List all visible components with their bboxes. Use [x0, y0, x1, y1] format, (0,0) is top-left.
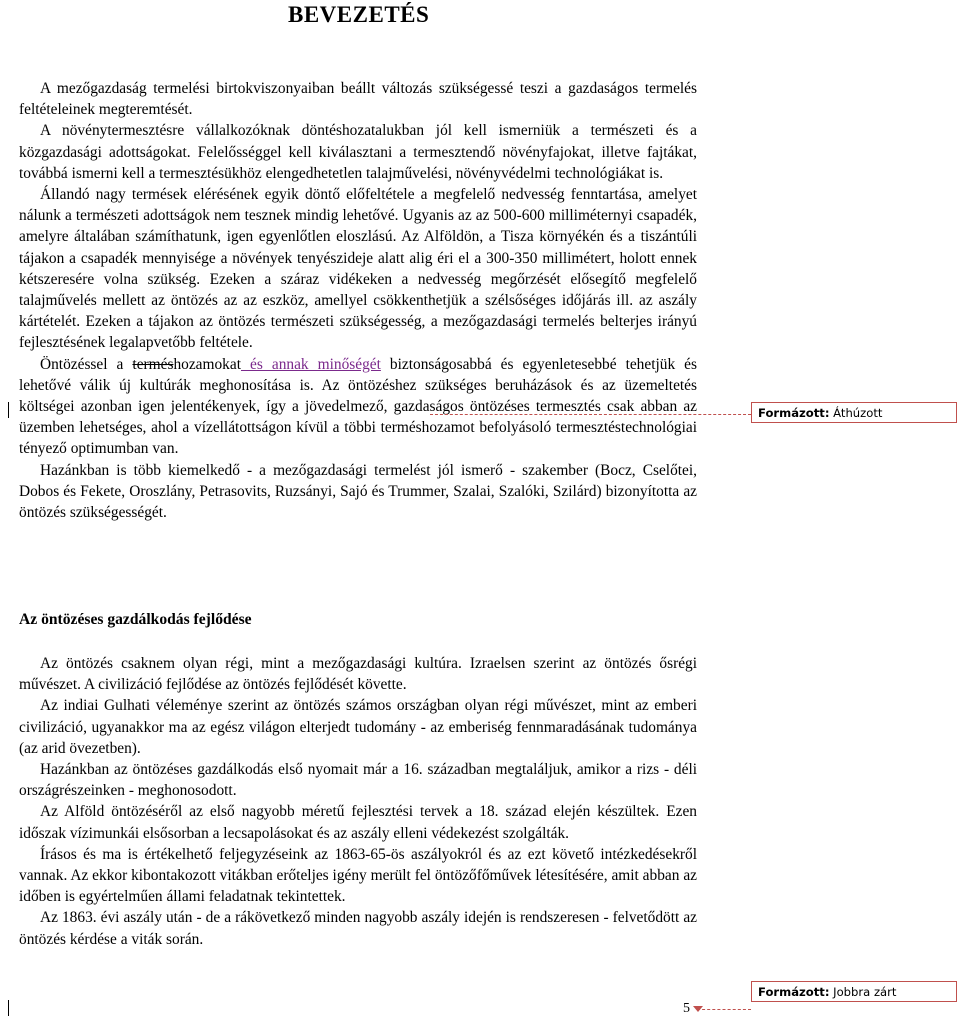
tracked-change-paragraph[interactable]: [19, 354, 697, 460]
format-comment-balloon[interactable]: [751, 402, 957, 423]
comment-value: Jobbra zárt: [833, 985, 897, 999]
format-comment-balloon[interactable]: [751, 981, 957, 1002]
paragraph[interactable]: Az 1863. évi aszály után - de a rákövetkező minden nagyobb aszály idején is rendszeresen - felvetődött az öntözés kérdése a viták során.: [19, 909, 697, 948]
change-bar: [8, 1000, 9, 1016]
comment-value: Áthúzott: [833, 406, 883, 420]
change-bar: [8, 402, 9, 418]
history-text-block: [19, 653, 697, 950]
paragraph[interactable]: Állandó nagy termések elérésének egyik döntő előfeltétele a megfelelő nedvesség fenntartása, amelyet nálunk a természeti adottságok nem tesznek mindig lehetővé. Ugyanis az az 500-600 milliméternyi csapadék, amelyre általában számíthatunk, igen egyenlőtlen eloszlású. Az Alföldön, a Tisza környékén és a tiszántúli tájakon a csapadék mennyisége a növények tenyészideje alatt alig éri el a 300-350 millimétert, holott ennek kétszeresére volna szükség. Ezeken a száraz vidékeken a nedvesség megőrzését elősegítő megfelelő talajművelés mellett az öntözés az az eszköz, amellyel csökkenthetjük a szélsőséges időjárás ill. az aszály kártételét. Ezeken a tájakon az öntözés természeti szükségesség, a mezőgazdasági termelés belterjes irányú fejlesztésének legalapvetőbb feltétele.: [19, 186, 697, 352]
comment-anchor-icon: [693, 1006, 703, 1012]
document-title: BEVEZETÉS: [288, 2, 430, 27]
paragraph[interactable]: Hazánkban is több kiemelkedő - a mezőgazdasági termelést jól ismerő - szakember (Bocz, Cselőtei, Dobos és Fekete, Oroszlány, Petrasovits, Ruzsányi, Sajó és Trummer, Szalai, Szalóki, Szilárd) bizonyította az öntözés szükségességét.: [19, 461, 697, 522]
comment-label: Formázott:: [758, 406, 830, 420]
comment-label: Formázott:: [758, 985, 830, 999]
text-run: Öntözéssel a: [40, 355, 133, 373]
paragraph[interactable]: Hazánkban az öntözéses gazdálkodás első nyomait már a 16. században megtaláljuk, amikor a rizs - déli országrészeinken - meghonosodott.: [19, 761, 697, 800]
text-run: biztonságosabbá és egyenletesebbé tehetjük és lehetővé válik új kultúrák meghonosítása is. Az öntözéshez szükséges beruházások és az üzemeltetés költségei azonban igen jelentékenyek, így a jövedelmező, gazdaságos öntözéses termesztés csak abban az üzemben lehetséges, ahol a vízellátottságon kívül a többi terméshozamot befolyásoló termesztéstechnológiai tényező optimumban van.: [19, 355, 697, 458]
inserted-text[interactable]: és annak minőségét: [240, 355, 381, 373]
paragraph[interactable]: Az öntözés csaknem olyan régi, mint a mezőgazdasági kultúra. Izraelsen szerint az öntözés ősrégi művészet. A civilizáció fejlődése az öntözés fejlődését követte.: [19, 655, 697, 694]
paragraph[interactable]: A növénytermesztésre vállalkozóknak döntéshozatalukban jól kell ismerniük a természeti és a közgazdasági adottságokat. Felelősséggel kell kiválasztani a termesztendő növényfajokat, illetve fajtákat, továbbá ismerni kell a termesztésükhöz elengedhetetlen talajművelési, növényvédelmi technológiákat is.: [19, 122, 697, 182]
comment-connector-line: [430, 414, 751, 415]
paragraph[interactable]: Az Alföld öntözéséről az első nagyobb méretű fejlesztési tervek a 18. század elején készültek. Ezen időszak vízimunkái elsősorban a lecsapolásokat és az aszály elleni védekezést szolgálták.: [19, 803, 697, 842]
text-run: hozamokat: [173, 355, 241, 373]
page-number: 5: [683, 1001, 690, 1016]
paragraph[interactable]: Írásos és ma is értékelhető feljegyzéseink az 1863-65-ös aszályokról és az ezt követő intézkedésekről vannak. Az ekkor kibontakozott vitákban erőteljes igény merült fel öntözőfőművek létesítésére, amit abban az időben is egyértelműen állami feladatnak tekintettek.: [19, 845, 697, 906]
intro-text-block: [19, 78, 697, 523]
paragraph[interactable]: A mezőgazdaság termelési birtokviszonyaiban beállt változás szükségessé teszi a gazdaságos termelés feltételeinek megteremtését.: [19, 80, 697, 119]
comment-connector-line: [697, 1009, 751, 1010]
section-heading: Az öntözéses gazdálkodás fejlődése: [19, 611, 252, 628]
deleted-text[interactable]: termés: [132, 355, 174, 373]
paragraph[interactable]: Az indiai Gulhati véleménye szerint az öntözés számos országban olyan régi művészet, mint az emberi civilizáció, ugyanakkor ma az egész világon elterjedt tudomány - az emberiség fennmaradásának tudománya (az arid övezetben).: [19, 697, 697, 757]
